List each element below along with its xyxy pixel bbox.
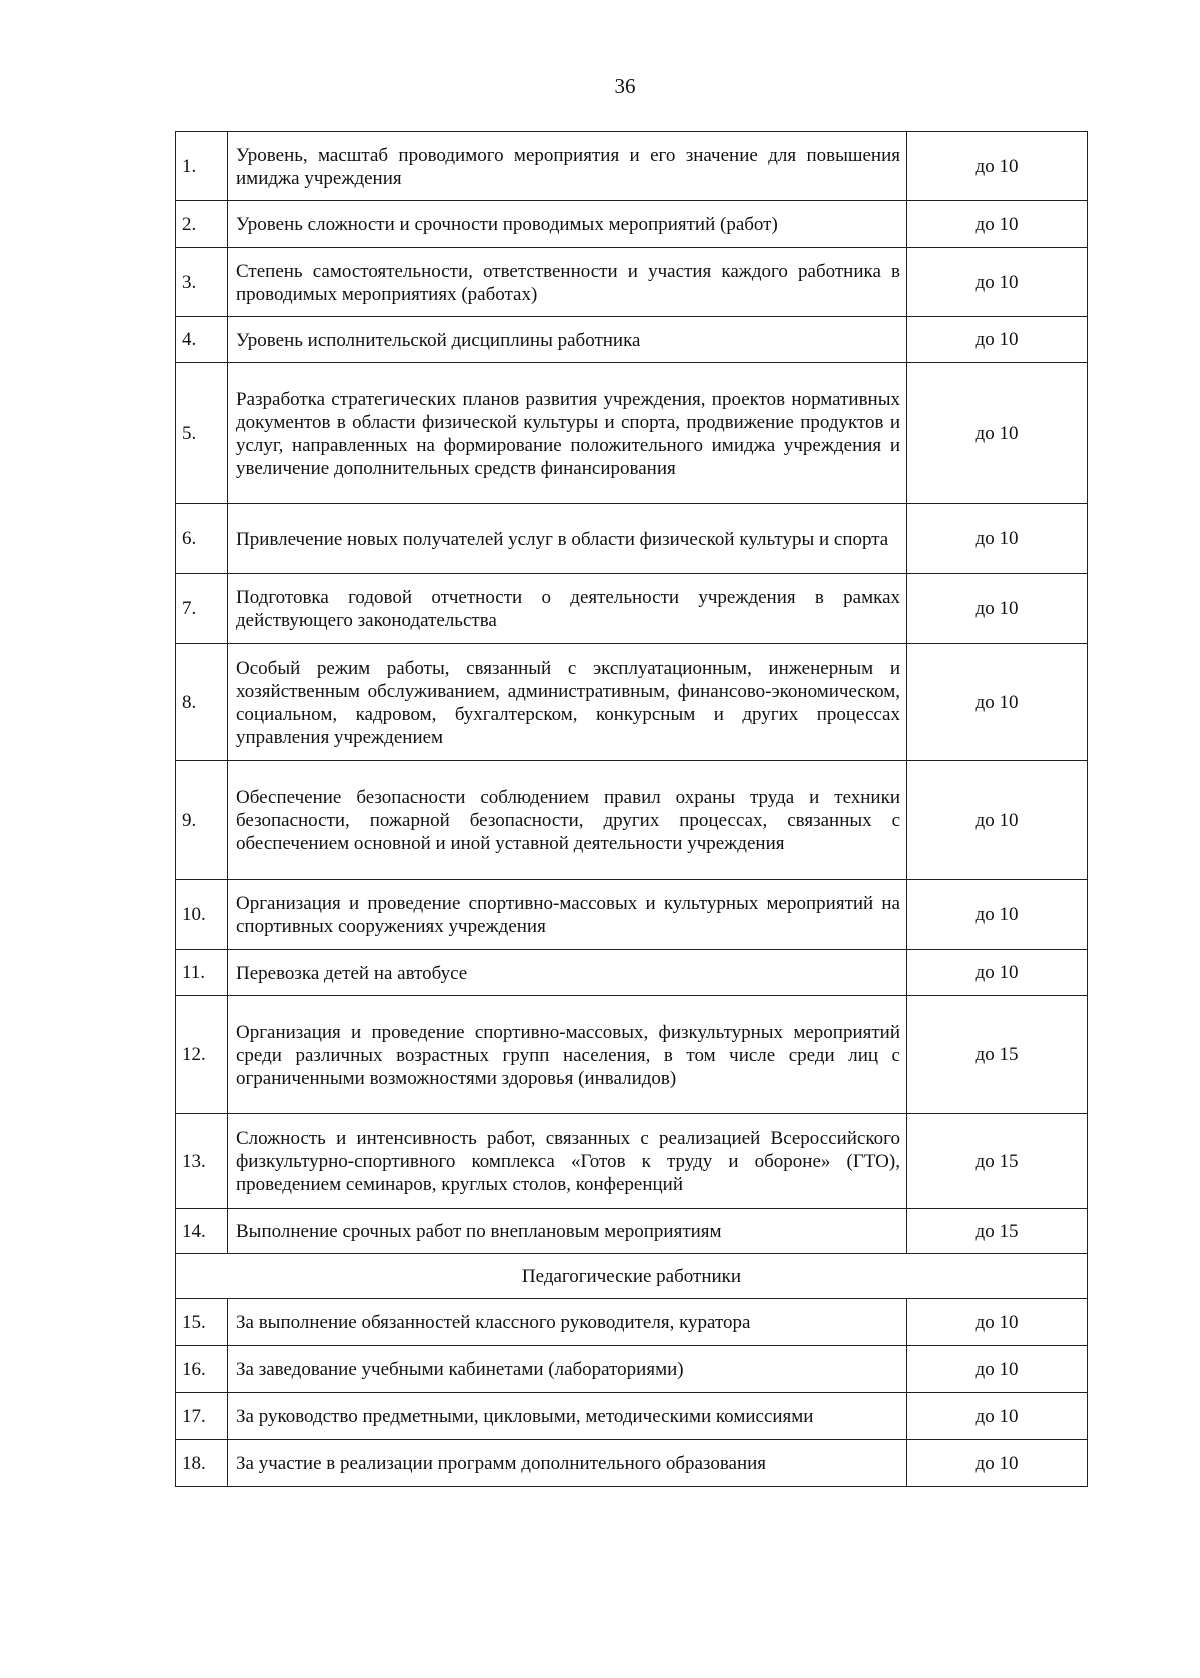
row-description: Уровень исполнительской дисциплины работника — [228, 317, 907, 363]
row-number: 2. — [176, 201, 228, 248]
row-description: Особый режим работы, связанный с эксплуатационным, инженерным и хозяйственным обслуживанием, административным, финансово-экономическом, социальном, кадровом, бухгалтерском, конкурсным и других процессах управления учреждением — [228, 644, 907, 761]
row-number: 8. — [176, 644, 228, 761]
row-number: 1. — [176, 132, 228, 201]
row-value: до 10 — [907, 201, 1088, 248]
row-number: 3. — [176, 248, 228, 317]
row-number: 9. — [176, 761, 228, 880]
row-value: до 10 — [907, 574, 1088, 644]
row-description: Перевозка детей на автобусе — [228, 950, 907, 996]
table-row — [176, 248, 1088, 317]
row-description: Сложность и интенсивность работ, связанных с реализацией Всероссийского физкультурно-спортивного комплекса «Готов к труду и обороне» (ГТО), проведением семинаров, круглых столов, конференций — [228, 1114, 907, 1209]
row-number: 17. — [176, 1393, 228, 1440]
row-value: до 10 — [907, 761, 1088, 880]
row-description: Уровень сложности и срочности проводимых мероприятий (работ) — [228, 201, 907, 248]
row-description: За участие в реализации программ дополнительного образования — [228, 1440, 907, 1487]
row-value: до 10 — [907, 317, 1088, 363]
row-value: до 15 — [907, 1209, 1088, 1254]
row-number: 7. — [176, 574, 228, 644]
table-row — [176, 1440, 1088, 1487]
row-value: до 10 — [907, 132, 1088, 201]
row-number: 14. — [176, 1209, 228, 1254]
row-value: до 15 — [907, 996, 1088, 1114]
row-number: 4. — [176, 317, 228, 363]
criteria-table — [175, 131, 1088, 1487]
row-value: до 10 — [907, 248, 1088, 317]
row-number: 18. — [176, 1440, 228, 1487]
row-value: до 10 — [907, 1393, 1088, 1440]
row-number: 5. — [176, 363, 228, 504]
table-row — [176, 574, 1088, 644]
table-row — [176, 317, 1088, 363]
row-number: 6. — [176, 504, 228, 574]
table-row — [176, 363, 1088, 504]
table-row — [176, 644, 1088, 761]
row-description: Обеспечение безопасности соблюдением правил охраны труда и техники безопасности, пожарной безопасности, других процессах, связанных с обеспечением основной и иной уставной деятельности учреждения — [228, 761, 907, 880]
table-row — [176, 1299, 1088, 1346]
table-row — [176, 761, 1088, 880]
row-description: Уровень, масштаб проводимого мероприятия и его значение для повышения имиджа учреждения — [228, 132, 907, 201]
section-title: Педагогические работники — [176, 1254, 1088, 1299]
section-row — [176, 1254, 1088, 1299]
row-value: до 10 — [907, 504, 1088, 574]
row-description: Организация и проведение спортивно-массовых, физкультурных мероприятий среди различных возрастных групп населения, в том числе среди лиц с ограниченными возможностями здоровья (инвалидов) — [228, 996, 907, 1114]
row-description: Разработка стратегических планов развития учреждения, проектов нормативных документов в области физической культуры и спорта, продвижение продуктов и услуг, направленных на формирование положительного имиджа учреждения и увеличение дополнительных средств финансирования — [228, 363, 907, 504]
table-row — [176, 996, 1088, 1114]
table-row — [176, 1114, 1088, 1209]
table-row — [176, 504, 1088, 574]
row-value: до 10 — [907, 950, 1088, 996]
table-row — [176, 1346, 1088, 1393]
row-number: 13. — [176, 1114, 228, 1209]
table-row — [176, 1209, 1088, 1254]
row-description: Организация и проведение спортивно-массовых и культурных мероприятий на спортивных сооружениях учреждения — [228, 880, 907, 950]
table-row — [176, 880, 1088, 950]
row-number: 15. — [176, 1299, 228, 1346]
row-value: до 10 — [907, 1299, 1088, 1346]
table-row — [176, 950, 1088, 996]
row-value: до 15 — [907, 1114, 1088, 1209]
table-row — [176, 1393, 1088, 1440]
row-value: до 10 — [907, 880, 1088, 950]
row-description: Выполнение срочных работ по внеплановым мероприятиям — [228, 1209, 907, 1254]
row-value: до 10 — [907, 1346, 1088, 1393]
row-number: 10. — [176, 880, 228, 950]
row-description: За заведование учебными кабинетами (лабораториями) — [228, 1346, 907, 1393]
page-number: 36 — [614, 74, 636, 98]
row-value: до 10 — [907, 363, 1088, 504]
row-description: За выполнение обязанностей классного руководителя, куратора — [228, 1299, 907, 1346]
row-description: За руководство предметными, цикловыми, методическими комиссиями — [228, 1393, 907, 1440]
row-number: 12. — [176, 996, 228, 1114]
table-row — [176, 201, 1088, 248]
row-description: Подготовка годовой отчетности о деятельности учреждения в рамках действующего законодательства — [228, 574, 907, 644]
row-number: 11. — [176, 950, 228, 996]
table-row — [176, 132, 1088, 201]
row-description: Привлечение новых получателей услуг в области физической культуры и спорта — [228, 504, 907, 574]
row-value: до 10 — [907, 644, 1088, 761]
row-description: Степень самостоятельности, ответственности и участия каждого работника в проводимых мероприятиях (работах) — [228, 248, 907, 317]
row-value: до 10 — [907, 1440, 1088, 1487]
row-number: 16. — [176, 1346, 228, 1393]
